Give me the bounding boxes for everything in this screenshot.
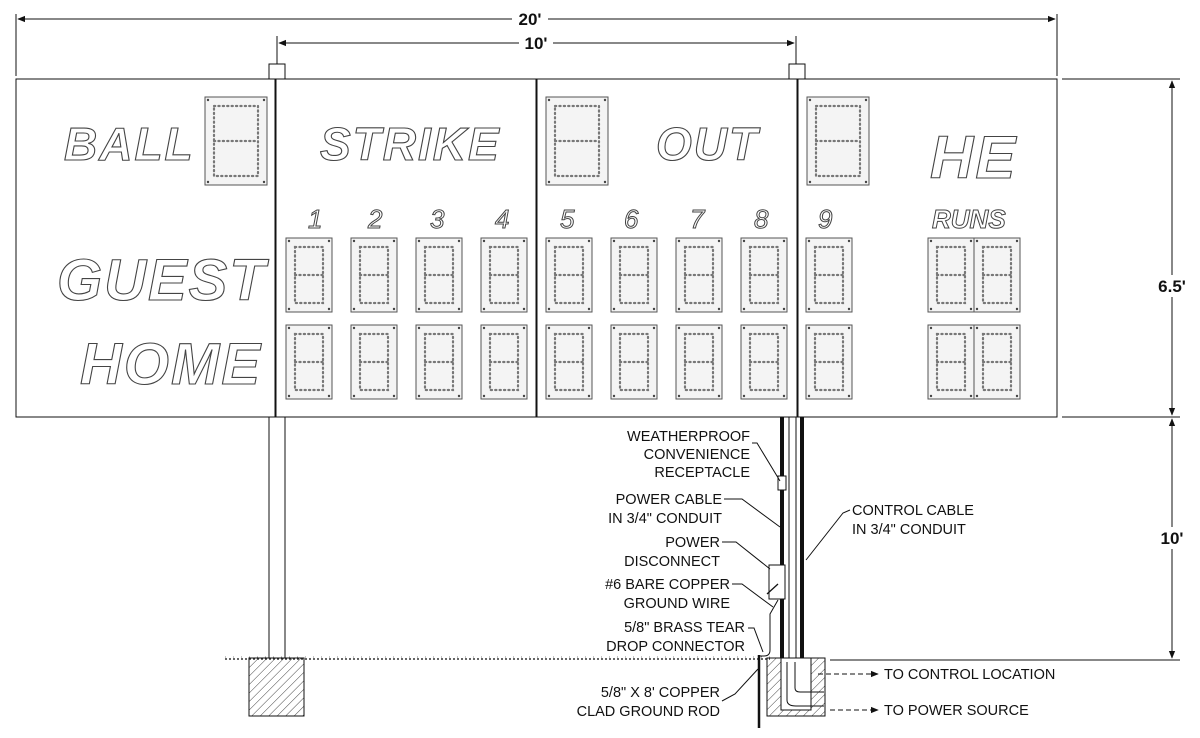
control-cable-callout-1: CONTROL CABLE (852, 503, 974, 519)
guest-label: GUEST (57, 248, 267, 313)
receptacle-callout-1: WEATHERPROOF (627, 429, 750, 445)
disconnect-box (769, 565, 785, 599)
inning-6: 6 (624, 204, 639, 234)
home-runs-tens-digit (928, 325, 974, 399)
home-inning-5-digit (546, 325, 592, 399)
inning-2: 2 (368, 204, 383, 234)
home-inning-9-digit (806, 325, 852, 399)
inning-5: 5 (560, 204, 575, 234)
guest-inning-8-digit (741, 238, 787, 312)
home-label: HOME (80, 332, 262, 397)
to-power-callout: TO POWER SOURCE (884, 703, 1029, 719)
inning-4: 4 (495, 204, 510, 234)
inning-7: 7 (690, 204, 705, 234)
power-cable-callout-1: POWER CABLE (615, 492, 722, 508)
guest-inning-2-digit (351, 238, 397, 312)
inning-9: 9 (818, 204, 833, 234)
connector-callout-1: 5/8" BRASS TEAR (624, 620, 745, 636)
overall-width-label: 20' (518, 10, 542, 29)
inning-8: 8 (754, 204, 769, 234)
ball-digit (205, 97, 267, 185)
clearance-height-label: 10' (1160, 529, 1184, 548)
home-inning-3-digit (416, 325, 462, 399)
footings (249, 658, 825, 716)
ground-rod-callout-2: CLAD GROUND ROD (576, 704, 720, 720)
to-control-callout: TO CONTROL LOCATION (884, 667, 1056, 683)
inning-3: 3 (430, 204, 445, 234)
home-inning-1-digit (286, 325, 332, 399)
guest-inning-9-digit (806, 238, 852, 312)
home-runs-ones-digit (974, 325, 1020, 399)
receptacle-callout-3: RECEPTACLE (654, 465, 750, 481)
receptacle-callout-2: CONVENIENCE (643, 447, 750, 463)
control-cable-callout-2: IN 3/4" CONDUIT (852, 522, 966, 538)
receptacle-box (778, 476, 786, 490)
ground-line (225, 657, 770, 659)
guest-runs-tens-digit (928, 238, 974, 312)
guest-inning-1-digit (286, 238, 332, 312)
home-inning-7-digit (676, 325, 722, 399)
he-label: HE (930, 124, 1018, 191)
guest-inning-4-digit (481, 238, 527, 312)
center-width-dimension (277, 33, 796, 64)
strike-digit (546, 97, 608, 185)
power-cable-callout-2: IN 3/4" CONDUIT (608, 511, 722, 527)
home-inning-2-digit (351, 325, 397, 399)
inning-1: 1 (308, 204, 323, 234)
disconnect-callout-1: POWER (665, 535, 720, 551)
strike-label: STRIKE (320, 118, 501, 170)
out-label: OUT (656, 118, 760, 170)
guest-runs-ones-digit (974, 238, 1020, 312)
guest-inning-5-digit (546, 238, 592, 312)
guest-inning-7-digit (676, 238, 722, 312)
ground-rod-callout-1: 5/8" X 8' COPPER (600, 685, 720, 701)
center-width-label: 10' (524, 34, 548, 53)
ground-wire-callout-2: GROUND WIRE (623, 596, 730, 612)
ground-wire-callout-1: #6 BARE COPPER (605, 577, 730, 593)
disconnect-callout-2: DISCONNECT (624, 554, 720, 570)
out-digit (807, 97, 869, 185)
guest-inning-3-digit (416, 238, 462, 312)
guest-inning-6-digit (611, 238, 657, 312)
home-inning-8-digit (741, 325, 787, 399)
ball-label: BALL (64, 118, 195, 170)
connector-callout-2: DROP CONNECTOR (606, 639, 745, 655)
board-height-label: 6.5' (1158, 277, 1186, 296)
home-inning-6-digit (611, 325, 657, 399)
home-inning-4-digit (481, 325, 527, 399)
runs-label: RUNS (932, 204, 1006, 234)
